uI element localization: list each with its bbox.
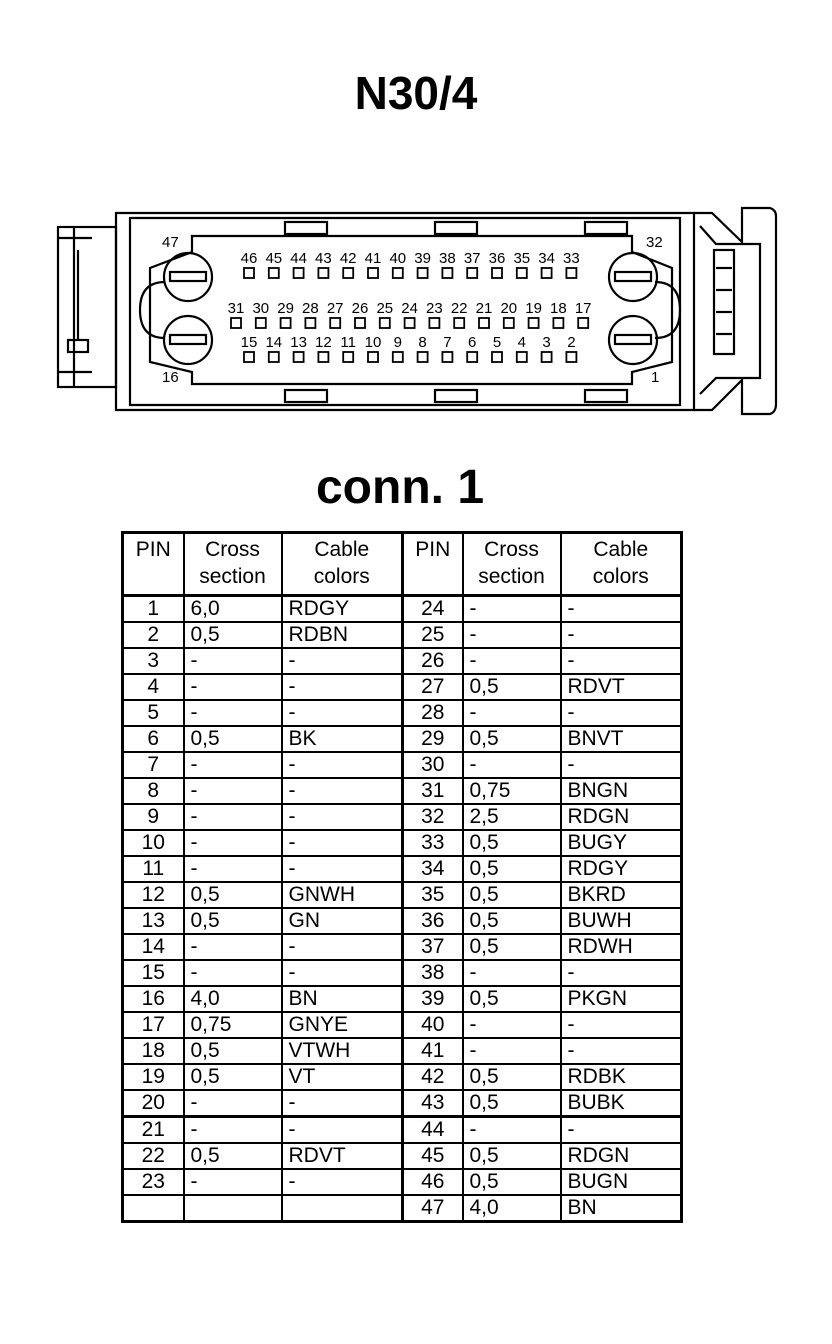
cross-section-cell: - [184,830,282,856]
cable-color-cell: VT [282,1064,403,1090]
cross-section-cell: - [184,960,282,986]
pin-label: 26 [351,300,369,317]
header-pin: PIN [403,533,463,596]
cross-section-cell: 4,0 [184,986,282,1012]
pin-number-cell: 11 [123,856,184,882]
pin-socket [418,268,428,278]
pin-number-cell: 43 [403,1090,463,1117]
cable-color-cell: GN [282,908,403,934]
pin-number-cell: 44 [403,1117,463,1144]
header-cable-colors: Cable colors [282,533,403,596]
header-cross-section: Cross section [184,533,282,596]
pin-label: 5 [492,334,502,351]
cross-section-cell: 0,5 [463,674,561,700]
cross-section-cell: 0,5 [184,908,282,934]
cable-color-cell: - [561,752,682,778]
pin-socket [492,268,502,278]
header-pin: PIN [123,533,184,596]
page-title: N30/4 [354,67,478,119]
cable-color-cell: - [561,700,682,726]
pin-table [121,531,683,1223]
corner-label-top-left: 47 [162,234,179,251]
pin-number-cell: 32 [403,804,463,830]
pin-number-cell: 22 [123,1143,184,1169]
pin-socket [492,352,502,362]
pin-number-cell: 31 [403,778,463,804]
pin-socket [380,318,390,328]
screw-bottom-right [609,316,657,364]
pin-number-cell: 10 [123,830,184,856]
pin-socket [566,352,576,362]
cable-color-cell: BUBK [561,1090,682,1117]
table-row [123,934,682,960]
pin-label: 12 [315,334,332,351]
cable-color-cell: VTWH [282,1038,403,1064]
pin-socket [393,352,403,362]
pin-socket [343,352,353,362]
pin-label: 46 [240,250,258,267]
pin-number-cell: 41 [403,1038,463,1064]
table-row [123,908,682,934]
pin-label: 31 [227,300,245,317]
cross-section-cell: 0,5 [463,856,561,882]
header-cable-colors: Cable colors [561,533,682,596]
cable-color-cell: - [561,960,682,986]
pin-label: 7 [443,334,452,351]
pin-number-cell: 16 [123,986,184,1012]
pin-number-cell: 12 [123,882,184,908]
pin-number-cell: 19 [123,1064,184,1090]
cross-section-cell: - [463,752,561,778]
cross-section-cell: 0,5 [463,1090,561,1117]
cross-section-cell: 0,75 [184,1012,282,1038]
cross-section-cell: - [463,700,561,726]
cross-section-cell: 0,5 [463,882,561,908]
pin-label: 6 [468,334,477,351]
pin-number-cell: 14 [123,934,184,960]
pin-label: 33 [563,250,580,267]
pin-socket [330,318,340,328]
table-header-row [123,533,682,596]
pin-label: 15 [240,334,258,351]
pin-number-cell: 4 [123,674,184,700]
table-row [123,1117,682,1144]
cable-color-cell: - [282,1117,403,1144]
cross-section-cell [184,1195,282,1222]
table-row [123,856,682,882]
pin-label: 42 [339,250,357,267]
cable-color-cell: - [561,1012,682,1038]
pin-number-cell: 9 [123,804,184,830]
cable-color-cell: RDGN [561,1143,682,1169]
cross-section-cell: - [184,934,282,960]
left-latch [58,227,116,387]
cable-color-cell: - [282,856,403,882]
pin-label: 35 [513,250,531,267]
cable-color-cell: - [561,648,682,674]
cross-section-cell: 0,5 [463,1169,561,1195]
pin-number-cell: 2 [123,622,184,648]
pin-number-cell: 28 [403,700,463,726]
pin-socket [542,352,552,362]
pin-socket [517,268,527,278]
pin-socket [343,268,353,278]
table-row [123,1143,682,1169]
cross-section-cell: 0,5 [184,726,282,752]
table-row [123,726,682,752]
table-row [123,1012,682,1038]
pin-socket [318,268,328,278]
pin-number-cell: 33 [403,830,463,856]
corner-label-bottom-left: 16 [162,369,179,386]
pin-label: 11 [340,334,356,351]
pin-label: 43 [315,250,332,267]
table-row [123,830,682,856]
pin-number-cell: 39 [403,986,463,1012]
cross-section-cell: - [184,1117,282,1144]
pin-socket [269,352,279,362]
cable-color-cell: - [561,1038,682,1064]
table-row [123,700,682,726]
cable-color-cell: RDBN [282,622,403,648]
pin-number-cell: 35 [403,882,463,908]
pin-label: 4 [517,334,526,351]
cross-section-cell: 6,0 [184,596,282,623]
cross-section-cell: - [184,804,282,830]
pin-number-cell: 21 [123,1117,184,1144]
pin-number-cell: 46 [403,1169,463,1195]
pin-label: 3 [542,334,551,351]
cross-section-cell: 0,5 [184,622,282,648]
pin-socket [578,318,588,328]
cross-section-cell: - [184,1169,282,1195]
cable-color-cell: - [282,1090,403,1117]
pin-number-cell: 17 [123,1012,184,1038]
pin-socket [318,352,328,362]
cable-color-cell: PKGN [561,986,682,1012]
table-row [123,882,682,908]
pin-socket [418,352,428,362]
pin-label: 41 [364,250,382,267]
pin-number-cell: 40 [403,1012,463,1038]
table-row [123,1195,682,1222]
table-row [123,1064,682,1090]
pin-socket [244,268,254,278]
pin-label: 38 [439,250,456,267]
cross-section-cell: - [463,596,561,623]
cross-section-cell: 0,5 [463,934,561,960]
cable-color-cell: BNVT [561,726,682,752]
pin-number-cell: 8 [123,778,184,804]
pin-labels [228,250,592,351]
cable-color-cell: BK [282,726,403,752]
cross-section-cell: 0,5 [463,1064,561,1090]
cross-section-cell: 0,5 [184,1143,282,1169]
cross-section-cell: - [463,1012,561,1038]
cable-color-cell: RDGY [282,596,403,623]
pin-label: 21 [475,300,493,317]
cable-color-cell: - [282,648,403,674]
cable-color-cell: - [282,960,403,986]
cross-section-cell: - [463,1117,561,1144]
pin-label: 28 [302,300,319,317]
pin-socket [405,318,415,328]
pin-socket [504,318,514,328]
cross-section-cell: 0,5 [184,1038,282,1064]
cable-color-cell: - [282,778,403,804]
pin-socket [368,268,378,278]
pin-number-cell: 36 [403,908,463,934]
cable-color-cell: - [282,830,403,856]
pin-socket [269,268,279,278]
cable-color-cell: - [561,622,682,648]
pin-label: 30 [252,300,270,317]
table-row [123,1169,682,1195]
pin-number-cell: 30 [403,752,463,778]
table-row [123,804,682,830]
pin-socket [517,352,527,362]
pin-socket [294,268,304,278]
pin-number-cell: 1 [123,596,184,623]
pin-socket [553,318,563,328]
pin-socket [256,318,266,328]
pin-label: 44 [290,250,307,267]
cable-color-cell: - [282,674,403,700]
pin-label: 14 [265,334,283,351]
pin-number-cell: 38 [403,960,463,986]
cross-section-cell: - [463,1038,561,1064]
cable-color-cell: BNGN [561,778,682,804]
table-row [123,1090,682,1117]
table-row [123,596,682,623]
cross-section-cell: - [184,778,282,804]
cable-color-cell: BUGN [561,1169,682,1195]
cross-section-cell: 0,75 [463,778,561,804]
pin-label: 39 [414,250,431,267]
cable-color-cell: RDBK [561,1064,682,1090]
pin-socket [244,352,254,362]
cross-section-cell: 0,5 [463,1143,561,1169]
pin-label: 13 [290,334,307,351]
table-row [123,986,682,1012]
cable-color-cell: GNYE [282,1012,403,1038]
cable-color-cell: BUWH [561,908,682,934]
corner-label-top-right: 32 [646,234,663,251]
pin-socket [529,318,539,328]
table-row [123,960,682,986]
pin-socket [429,318,439,328]
pin-label: 34 [538,250,555,267]
cable-color-cell: - [561,1117,682,1144]
cross-section-cell: 0,5 [463,908,561,934]
screw-top-left [164,253,212,301]
pin-socket [566,268,576,278]
cross-section-cell: - [184,856,282,882]
cable-color-cell [282,1195,403,1222]
cable-color-cell: - [282,752,403,778]
cross-section-cell: - [463,622,561,648]
header-cross-section: Cross section [463,533,561,596]
cable-color-cell: RDGN [561,804,682,830]
pin-label: 18 [550,300,567,317]
connector-label: conn. 1 [315,461,485,514]
cable-color-cell: BN [561,1195,682,1222]
pin-socket [393,268,403,278]
cross-section-cell: 2,5 [463,804,561,830]
pin-socket [542,268,552,278]
pin-label: 10 [364,334,382,351]
cable-color-cell: BN [282,986,403,1012]
pin-socket [467,268,477,278]
pin-label: 17 [574,300,592,317]
pin-number-cell: 45 [403,1143,463,1169]
pin-label: 37 [463,250,481,267]
cable-color-cell: - [282,804,403,830]
pin-label: 19 [525,300,542,317]
cross-section-cell: 4,0 [463,1195,561,1222]
pin-socket [294,352,304,362]
cable-color-cell: - [282,1169,403,1195]
pin-label: 29 [277,300,294,317]
pin-number-cell: 18 [123,1038,184,1064]
cable-color-cell: RDGY [561,856,682,882]
pin-number-cell: 3 [123,648,184,674]
cross-section-cell: - [184,674,282,700]
cable-color-cell: RDWH [561,934,682,960]
table-row [123,674,682,700]
corner-label-bottom-right: 1 [651,369,660,386]
pin-socket [479,318,489,328]
pin-socket [442,268,452,278]
pin-label: 25 [376,300,394,317]
table-row [123,648,682,674]
table-row [123,622,682,648]
pin-number-cell: 6 [123,726,184,752]
pin-number-cell: 13 [123,908,184,934]
pin-label: 22 [450,300,468,317]
pin-socket [467,352,477,362]
pin-number-cell: 7 [123,752,184,778]
cross-section-cell: 0,5 [463,986,561,1012]
pin-number-cell: 27 [403,674,463,700]
pin-number-cell: 34 [403,856,463,882]
table-row [123,1038,682,1064]
cable-color-cell: - [282,934,403,960]
pin-label: 9 [393,334,402,351]
pin-number-cell: 25 [403,622,463,648]
pin-number-cell: 24 [403,596,463,623]
cable-color-cell: GNWH [282,882,403,908]
cable-color-cell: RDVT [561,674,682,700]
pin-socket [305,318,315,328]
table-row [123,752,682,778]
pin-socket [442,352,452,362]
pin-label: 27 [326,300,344,317]
cross-section-cell: 0,5 [463,830,561,856]
pin-socket [231,318,241,328]
table-row [123,778,682,804]
cross-section-cell: - [184,700,282,726]
cross-section-cell: - [184,648,282,674]
pin-label: 24 [401,300,418,317]
pin-socket [368,352,378,362]
cable-color-cell: RDVT [282,1143,403,1169]
pin-label: 20 [500,300,518,317]
pin-number-cell: 5 [123,700,184,726]
pin-label: 45 [265,250,283,267]
pin-number-cell [123,1195,184,1222]
pin-number-cell: 15 [123,960,184,986]
pin-label: 40 [389,250,407,267]
pin-label: 36 [488,250,506,267]
pin-number-cell: 20 [123,1090,184,1117]
pin-number-cell: 42 [403,1064,463,1090]
pin-socket [281,318,291,328]
screw-top-right [609,253,657,301]
pin-socket [355,318,365,328]
screw-bottom-left [164,316,212,364]
cross-section-cell: 0,5 [184,1064,282,1090]
pin-socket [454,318,464,328]
pin-number-cell: 23 [123,1169,184,1195]
cross-section-cell: 0,5 [184,882,282,908]
cable-color-cell: BUGY [561,830,682,856]
pin-number-cell: 29 [403,726,463,752]
cross-section-cell: 0,5 [463,726,561,752]
cable-color-cell: BKRD [561,882,682,908]
pin-label: 2 [567,334,576,351]
cable-color-cell: - [561,596,682,623]
cross-section-cell: - [463,648,561,674]
cross-section-cell: - [463,960,561,986]
pin-number-cell: 26 [403,648,463,674]
connector-diagram [0,195,832,435]
pin-label: 8 [418,334,427,351]
cross-section-cell: - [184,1090,282,1117]
cable-color-cell: - [282,700,403,726]
cross-section-cell: - [184,752,282,778]
pin-label: 23 [426,300,443,317]
pin-number-cell: 37 [403,934,463,960]
pin-number-cell: 47 [403,1195,463,1222]
